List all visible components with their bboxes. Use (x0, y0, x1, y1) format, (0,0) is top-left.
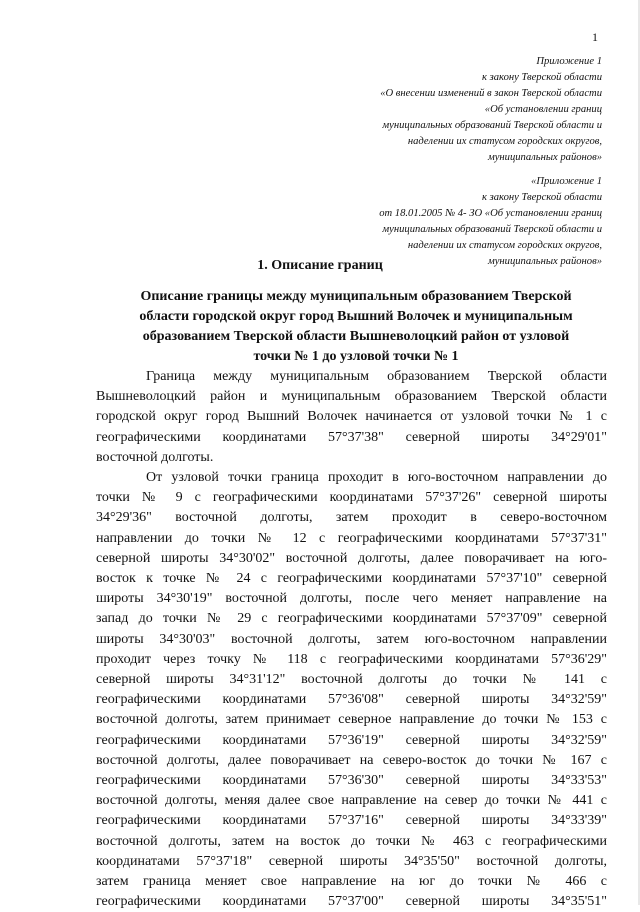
description-title (96, 287, 616, 367)
text-line: восточной долготы, далее поворачивает на северо-восток до точки № 167 с (96, 752, 607, 768)
text-line: 34°29'36" восточной долготы, затем проходит в северо-восточном (96, 510, 607, 526)
annex-current-header (380, 54, 602, 166)
title-line: точки № 1 до узловой точки № 1 (253, 349, 459, 364)
text-line: восточной долготы, меняя далее свое направление на север до точки № 441 с (96, 793, 607, 809)
annex-line: «Приложение 1 (531, 176, 602, 187)
text-line: восточной долготы, затем на восток до точки № 463 с географическими (96, 833, 607, 849)
text-line: географическими координатами 57°36'08" северной широты 34°32'59" (96, 692, 607, 708)
text-line: городской округ город Вышний Волочек начинается от узловой точки № 1 с (96, 409, 607, 425)
text-line: направлении до точки № 12 с географическими координатами 57°37'31" (96, 530, 607, 546)
body-text (96, 367, 607, 912)
annex-line: Приложение 1 (536, 56, 602, 67)
text-line: широты 34°30'03" восточной долготы, затем юго-восточном направлении (96, 631, 607, 647)
paragraph-route (96, 468, 607, 912)
page-number: 1 (592, 30, 598, 44)
annex-line: муниципальных районов» (487, 152, 602, 163)
text-line: географическими координатами 57°37'38" северной широты 34°29'01" (96, 429, 607, 445)
text-line: восточной долготы, затем принимает северное направление до точки № 153 с (96, 712, 607, 728)
annex-line: наделении их статусом городских округов, (407, 136, 602, 147)
annex-line: к закону Тверской области (481, 192, 602, 203)
annex-original-header (379, 174, 602, 270)
text-line: Вышневолоцкий район и муниципальным образованием Тверской области (96, 389, 607, 405)
text-line: точки № 9 с географическими координатами 57°37'26" северной широты (96, 490, 607, 506)
annex-line: «Об установлении границ (484, 104, 602, 115)
text-line: северной широты 34°30'02" восточной долготы, далее поворачивает на юго- (96, 550, 607, 566)
section-heading: 1. Описание границ (257, 258, 383, 273)
text-line: затем граница меняет свое направление на юг до точки № 466 с (96, 874, 607, 890)
annex-line: от 18.01.2005 № 4- ЗО «Об установлении границ (379, 208, 602, 219)
text-line: географическими координатами 57°36'19" северной широты 34°32'59" (96, 732, 607, 748)
paragraph-start-point (96, 367, 607, 468)
annex-line: наделении их статусом городских округов, (407, 240, 602, 251)
title-line: образованием Тверской области Вышневолоцкий район от узловой (142, 329, 570, 344)
title-line: области городской округ город Вышний Волочек и муниципальным (139, 309, 573, 324)
text-line: координатами 57°37'18" северной широты 34°35'50" восточной долготы, (96, 853, 607, 869)
annex-line: муниципальных образований Тверской области и (382, 120, 602, 131)
annex-line: муниципальных образований Тверской области и (382, 224, 602, 235)
text-line: Граница между муниципальным образованием Тверской области (146, 369, 607, 384)
text-line: запад до точки № 29 с географическими координатами 57°37'09" северной (96, 611, 607, 627)
text-line: проходит через точку № 118 с географическими координатами 57°36'29" (96, 651, 607, 667)
annex-line: «О внесении изменений в закон Тверской области (380, 88, 602, 99)
title-line: Описание границы между муниципальным образованием Тверской (140, 289, 572, 304)
text-line: широты 34°30'19" восточной долготы, после чего меняет направление на (96, 591, 607, 607)
text-line: От узловой точки граница проходит в юго-восточном направлении до (146, 470, 607, 486)
text-line: восточной долготы. (96, 449, 214, 465)
text-line: географическими координатами 57°37'00" северной широты 34°35'51" (96, 894, 607, 910)
text-line: географическими координатами 57°36'30" северной широты 34°33'53" (96, 773, 607, 789)
annex-line: муниципальных районов» (487, 256, 602, 267)
text-line: восток к точке № 24 с географическими координатами 57°37'10" северной (96, 571, 607, 587)
text-line: географическими координатами 57°37'16" северной широты 34°33'39" (96, 813, 607, 829)
text-line: северной широты 34°31'12" восточной долготы до точки № 141 с (96, 672, 607, 688)
annex-line: к закону Тверской области (481, 72, 602, 83)
